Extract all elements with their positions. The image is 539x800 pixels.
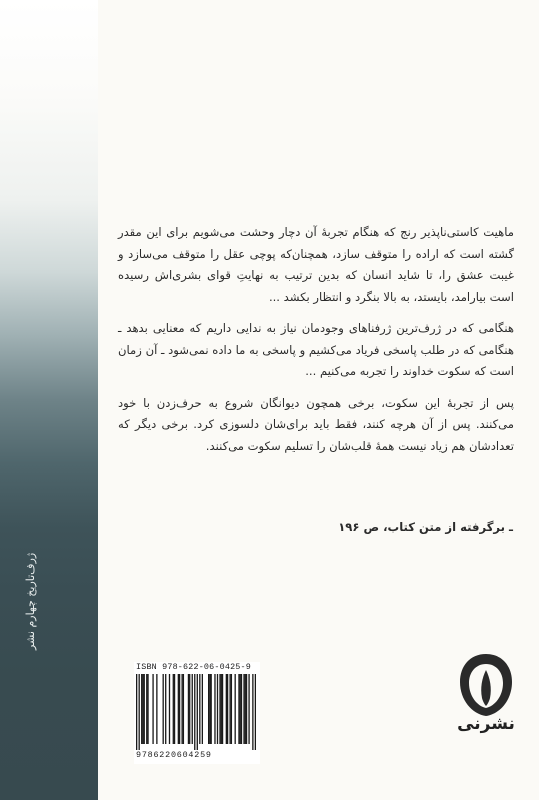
publisher-name: نشرنی <box>457 714 515 734</box>
barcode-bar <box>181 674 182 744</box>
barcode-bar <box>141 674 142 744</box>
barcode-bar <box>219 674 220 744</box>
barcode-bar <box>163 674 164 744</box>
barcode-bar <box>156 674 157 744</box>
barcode-bar <box>211 674 212 744</box>
barcode-bar <box>152 674 153 744</box>
barcode-bar <box>136 674 137 750</box>
barcode-bar <box>202 674 203 744</box>
back-cover-blurb <box>118 222 514 467</box>
barcode-bar <box>231 674 232 744</box>
barcode-bar <box>240 674 241 744</box>
barcode-bar <box>142 674 143 744</box>
barcode-bar <box>208 674 209 744</box>
blurb-source: ـ برگرفته از متن کتاب، ص ۱۹۶ <box>338 520 513 534</box>
barcode-bar <box>183 674 184 744</box>
spine-gradient <box>0 0 98 800</box>
barcode-bar <box>209 674 210 744</box>
barcode-bar <box>139 674 140 750</box>
barcode-bar <box>222 674 223 744</box>
barcode-bar <box>255 674 256 750</box>
barcode-bar <box>221 674 222 744</box>
barcode-bar <box>217 674 218 744</box>
barcode-bar <box>189 674 190 744</box>
barcode-bar <box>174 674 175 744</box>
barcode-bar <box>178 674 179 744</box>
barcode-bar <box>165 674 166 744</box>
barcode-bar <box>173 674 174 744</box>
barcode-bar <box>252 674 253 750</box>
barcode-bar <box>199 674 200 744</box>
barcode-bar <box>147 674 148 744</box>
barcode-bar <box>229 674 230 744</box>
barcode-bar <box>146 674 147 744</box>
reed-leaf-logo-icon <box>454 652 518 718</box>
barcode-bar <box>227 674 228 744</box>
barcode-bar <box>192 674 193 744</box>
barcode-bar <box>243 674 244 744</box>
barcode-bars <box>136 674 256 750</box>
barcode-bar <box>241 674 242 744</box>
barcode-bar <box>169 674 170 744</box>
barcode-bar <box>144 674 145 744</box>
barcode-bar <box>238 674 239 744</box>
barcode-bar <box>246 674 247 744</box>
barcode-bar <box>248 674 249 744</box>
barcode-bar <box>214 674 215 744</box>
barcode-bar <box>197 674 198 750</box>
barcode-bar <box>179 674 180 744</box>
barcode-bar <box>226 674 227 744</box>
barcode-bar <box>235 674 236 744</box>
isbn-barcode <box>134 662 260 764</box>
barcode-digits: 9786220604259 <box>136 750 212 760</box>
blurb-paragraph-2: هنگامی که در ژرف‌ترین ژرفناهای وجودمان نیاز به ندایی داریم که معنایی بدهد ـ هنگامی که در طلب پاسخی فریاد می‌کشیم و پاسخی به ما داده نمی‌شود ـ آن زمان است که سکوت خداوند را تجربه می‌کنیم ... <box>118 321 514 378</box>
blurb-paragraph-1: ماهیت کاستی‌ناپذیر رنج که هنگام تجربهٔ آن دچار وحشت می‌شویم برای این مقدر گشته است که اراده را متوقف سازد، همچنان‌که پوچی عقل را متوقف می‌سازد و غیبت عشق را، تا شاید انسان که بدین ترتیب به نهایتِ قوای بشری‌اش رسیده است بیارامد، بایستد، به بالا بنگرد و انتظار بکشد ... <box>118 225 514 304</box>
isbn-label: ISBN 978-622-06-0425-9 <box>136 662 251 672</box>
barcode-bar <box>245 674 246 744</box>
spine-label: ژرف‌تاریخ چهارم نشر <box>24 552 37 650</box>
barcode-bar <box>188 674 189 744</box>
barcode-bar <box>194 674 195 750</box>
blurb-paragraph-3: پس از تجربهٔ این سکوت، برخی همچون دیوانگان شروع به حرف‌زدن با خود می‌کنند. پس از آن هرچه کنند، فقط باید برای‌شان دلسوزی کرد. برخی دیگر که تعدادشان هم زیاد نیست همهٔ قلب‌شان را تسلیم سکوت می‌کنند. <box>118 395 514 453</box>
